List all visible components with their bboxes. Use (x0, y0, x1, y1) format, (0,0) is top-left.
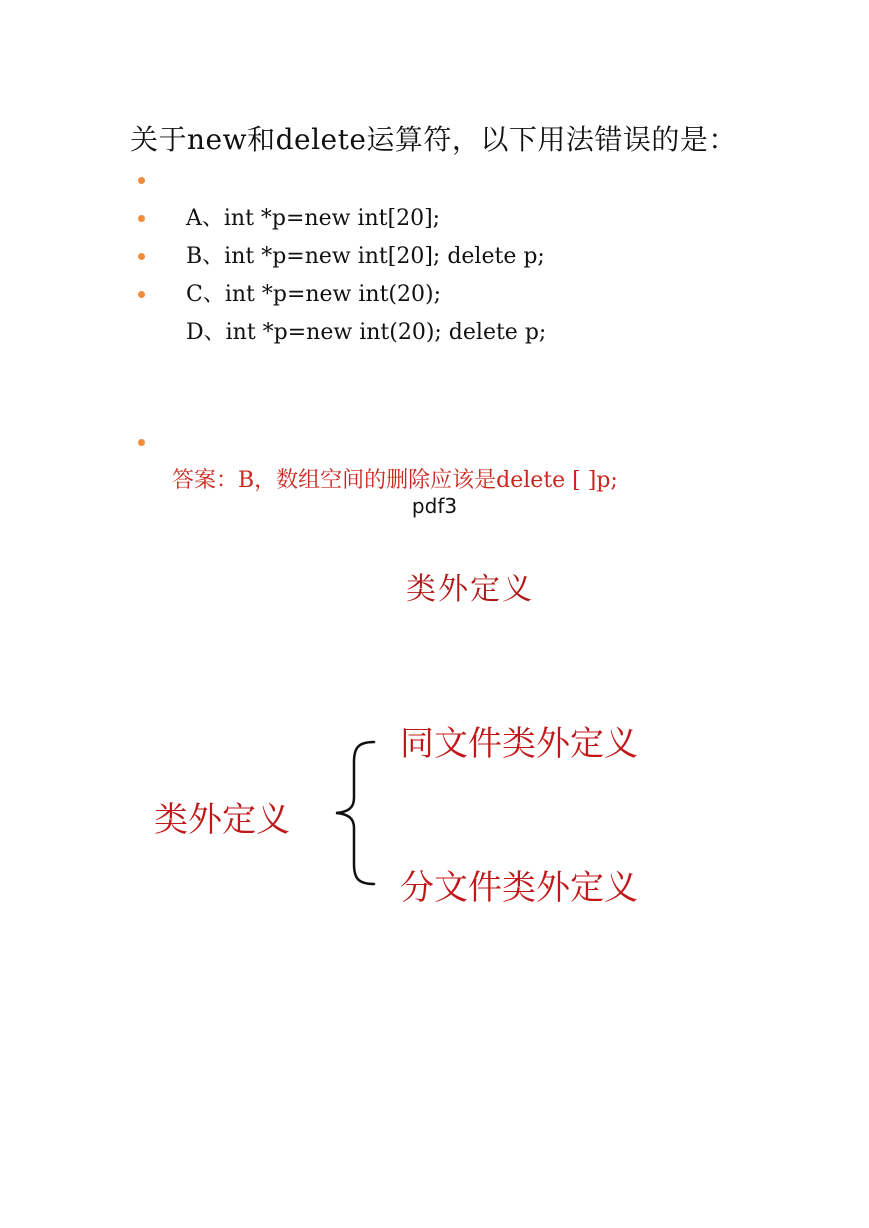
option-c (134, 238, 546, 307)
option-b-text: B、int *p=new int[20]; delete p; (185, 244, 545, 269)
option-d-text: D、int *p=new int(20); delete p; (185, 320, 547, 345)
diagram-root-label: 类外定义 (154, 800, 290, 840)
option-d (134, 276, 547, 345)
option-b (134, 200, 546, 269)
option-a-text: A、int *p=new int[20]; (185, 206, 441, 231)
bullet-icon (138, 291, 145, 298)
bullet-icon (138, 439, 145, 446)
option-list (134, 162, 547, 345)
section-title: 类外定义 (406, 572, 534, 607)
curly-brace-icon (330, 738, 380, 888)
option-c-text: C、int *p=new int(20); (185, 282, 442, 307)
option-a (134, 162, 546, 231)
bullet-icon (138, 177, 145, 184)
bullet-icon (138, 253, 145, 260)
bullet-icon (138, 215, 145, 222)
answer-text: 答案：B，数组空间的删除应该是delete [ ]p; (172, 468, 618, 493)
diagram-branch-separate-file: 分文件类外定义 (400, 868, 638, 908)
answer-line (134, 424, 618, 493)
page-label: pdf3 (411, 494, 458, 518)
diagram-branch-same-file: 同文件类外定义 (400, 724, 638, 764)
question-text: 关于new和delete运算符，以下用法错误的是： (130, 123, 737, 156)
